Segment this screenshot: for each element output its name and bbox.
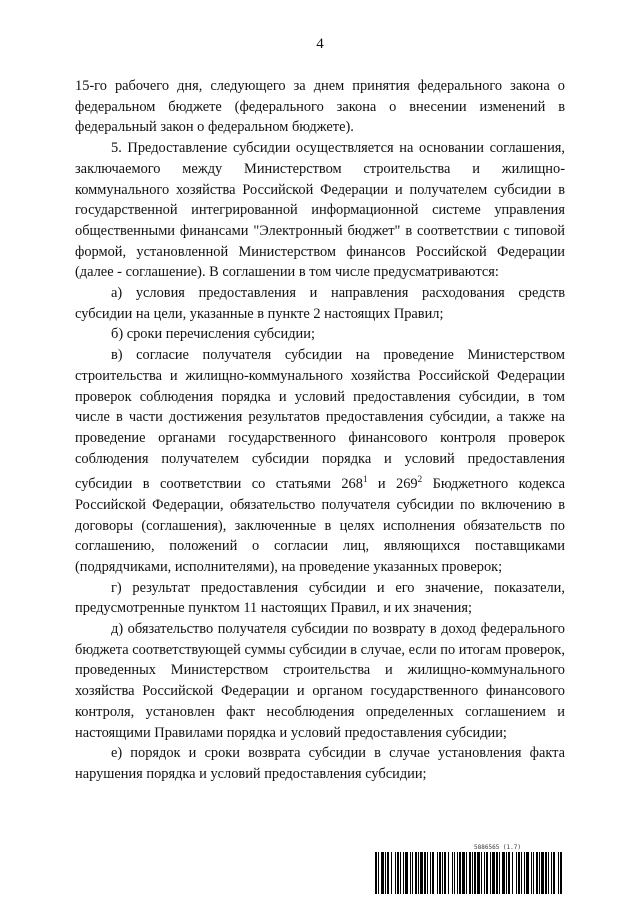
page-number: 4 <box>316 36 324 52</box>
barcode-text: 5886565 (1.7) <box>474 844 521 851</box>
item-v-text-end: Бюджетного кодекса Российской Федерации, обязательство получателя субсидии по включению в договоры (соглашения), заключенные в целях исполнения обязательств по соглашению, положений о согласии лиц, являющихся поставщиками (подрядчиками, исполнителями), на проведение указанных проверок; <box>75 476 566 575</box>
paragraph-item-v <box>75 345 565 578</box>
document-body <box>75 76 565 785</box>
barcode-bars <box>375 852 565 894</box>
paragraph-item-b: б) сроки перечисления субсидии; <box>111 326 315 343</box>
article-superscript-1: 1 <box>362 474 368 485</box>
paragraph-continuation: 15-го рабочего дня, следующего за днем принятия федерального закона о федеральном бюджете (федерального закона о внесении изменений в федеральный закон о федеральном бюджете). <box>75 78 565 136</box>
item-v-text-start: в) согласие получателя субсидии на проведение Министерством строительства и жилищно-коммунального хозяйства Российской Федерации проверок соблюдения порядка и условий предоставления субсидии, в том числе в части достижения результатов предоставления субсидии, а также на проведение органами государственного финансового контроля проверок соблюдения получателем субсидии порядка и условий предоставления субсидии в соответствии со статьями 268 <box>75 347 565 493</box>
paragraph-item-g: г) результат предоставления субсидии и его значение, показатели, предусмотренные пунктом 11 настоящих Правил, и их значения; <box>75 579 565 617</box>
paragraph-item-d: д) обязательство получателя субсидии по возврату в доход федерального бюджета соответствующей суммы субсидии в случае, если по итогам проверок, проведенных Министерством строительства и жилищно-коммунального хозяйства Российской Федерации и органом государственного финансового контроля, установлен факт несоблюдения определенных соглашением и настоящими Правилами порядка и условий предоставления субсидии; <box>75 621 565 741</box>
item-v-text-middle: и 269 <box>367 476 418 493</box>
paragraph-item-e: е) порядок и сроки возврата субсидии в случае установления факта нарушения порядка и условий предоставления субсидии; <box>75 745 565 782</box>
paragraph-item-a: а) условия предоставления и направления расходования средств субсидии на цели, указанные в пункте 2 настоящих Правил; <box>75 285 565 322</box>
document-barcode <box>375 844 565 894</box>
article-superscript-2: 2 <box>417 474 423 485</box>
paragraph-5: 5. Предоставление субсидии осуществляется на основании соглашения, заключаемого между Министерством строительства и жилищно-коммунального хозяйства Российской Федерации и получателем субсидии в государственной интегрированной информационной системе управления общественными финансами "Электронный бюджет" в соответствии с типовой формой, установленной Министерством финансов Российской Федерации (далее - соглашение). В соглашении в том числе предусматриваются: <box>75 140 565 281</box>
barcode-stripe <box>562 852 563 894</box>
